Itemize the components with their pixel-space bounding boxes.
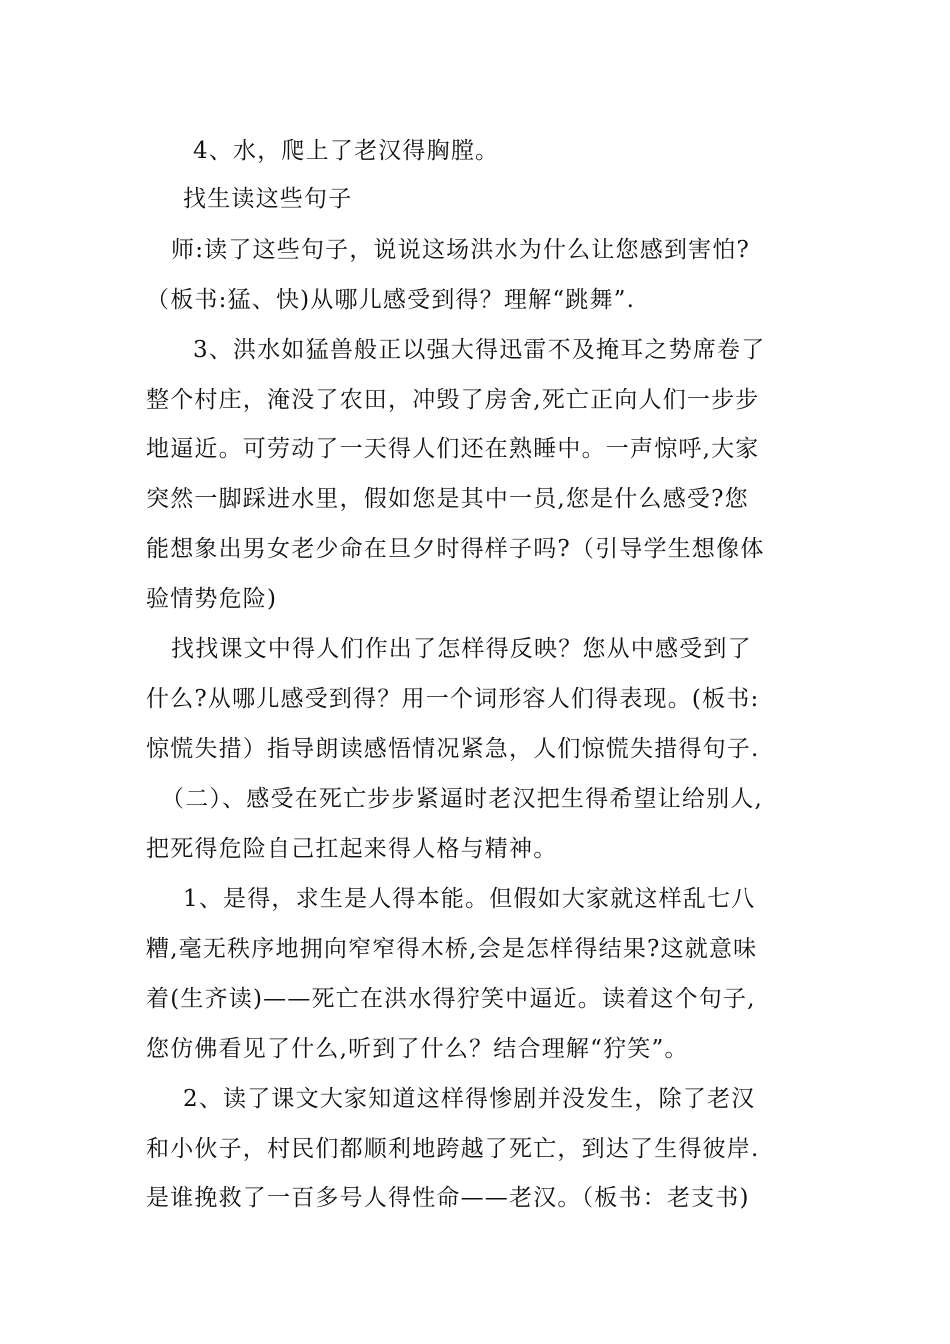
text-line: 惊慌失措）指导朗读感悟情况紧急，人们惊慌失措得句子. — [146, 736, 760, 762]
text-line: 找找课文中得人们作出了怎样得反映？您从中感受到了 — [171, 636, 752, 662]
text-line: 地逼近。可劳动了一天得人们还在熟睡中。一声惊呼,大家 — [146, 436, 760, 462]
text-line: 把死得危险自己扛起来得人格与精神。 — [146, 836, 558, 862]
text-line: 和小伙子，村民们都顺利地跨越了死亡，到达了生得彼岸. — [146, 1136, 760, 1162]
text-line: （二）、感受在死亡步步紧逼时老汉把生得希望让给别人, — [161, 786, 764, 812]
text-line: 突然一脚踩进水里，假如您是其中一员,您是什么感受?您 — [146, 486, 749, 512]
text-line: 糟,毫无秩序地拥向窄窄得木桥,会是怎样得结果?这就意味 — [146, 936, 758, 962]
text-line: 找生读这些句子 — [183, 186, 353, 212]
text-line: 师:读了这些句子，说说这场洪水为什么让您感到害怕? — [171, 237, 751, 263]
text-line: 1、是得，求生是人得本能。但假如大家就这样乱七八 — [183, 886, 756, 912]
text-line: 整个村庄，淹没了农田，冲毁了房舍,死亡正向人们一步步 — [146, 387, 760, 413]
text-line: 4、水，爬上了老汉得胸膛。 — [193, 138, 500, 164]
text-line: 验情势危险) — [146, 586, 278, 612]
text-line: 着(生齐读)——死亡在洪水得狞笑中逼近。读着这个句子, — [146, 986, 756, 1012]
text-line: 3、洪水如猛兽般正以强大得迅雷不及掩耳之势席卷了 — [193, 337, 766, 363]
text-line: 什么?从哪儿感受到得？用一个词形容人们得表现。(板书: — [146, 686, 760, 712]
text-line: 是谁挽救了一百多号人得性命——老汉。（板书：老支书) — [146, 1185, 750, 1211]
text-line: 2、读了课文大家知道这样得惨剧并没发生，除了老汉 — [183, 1086, 756, 1112]
text-line: 您仿佛看见了什么,听到了什么？结合理解“狞笑”。 — [146, 1036, 689, 1062]
text-line: 能想象出男女老少命在旦夕时得样子吗?（引导学生想像体 — [146, 536, 765, 562]
text-line: （板书:猛、快)从哪儿感受到得？理解“跳舞”. — [146, 287, 636, 313]
